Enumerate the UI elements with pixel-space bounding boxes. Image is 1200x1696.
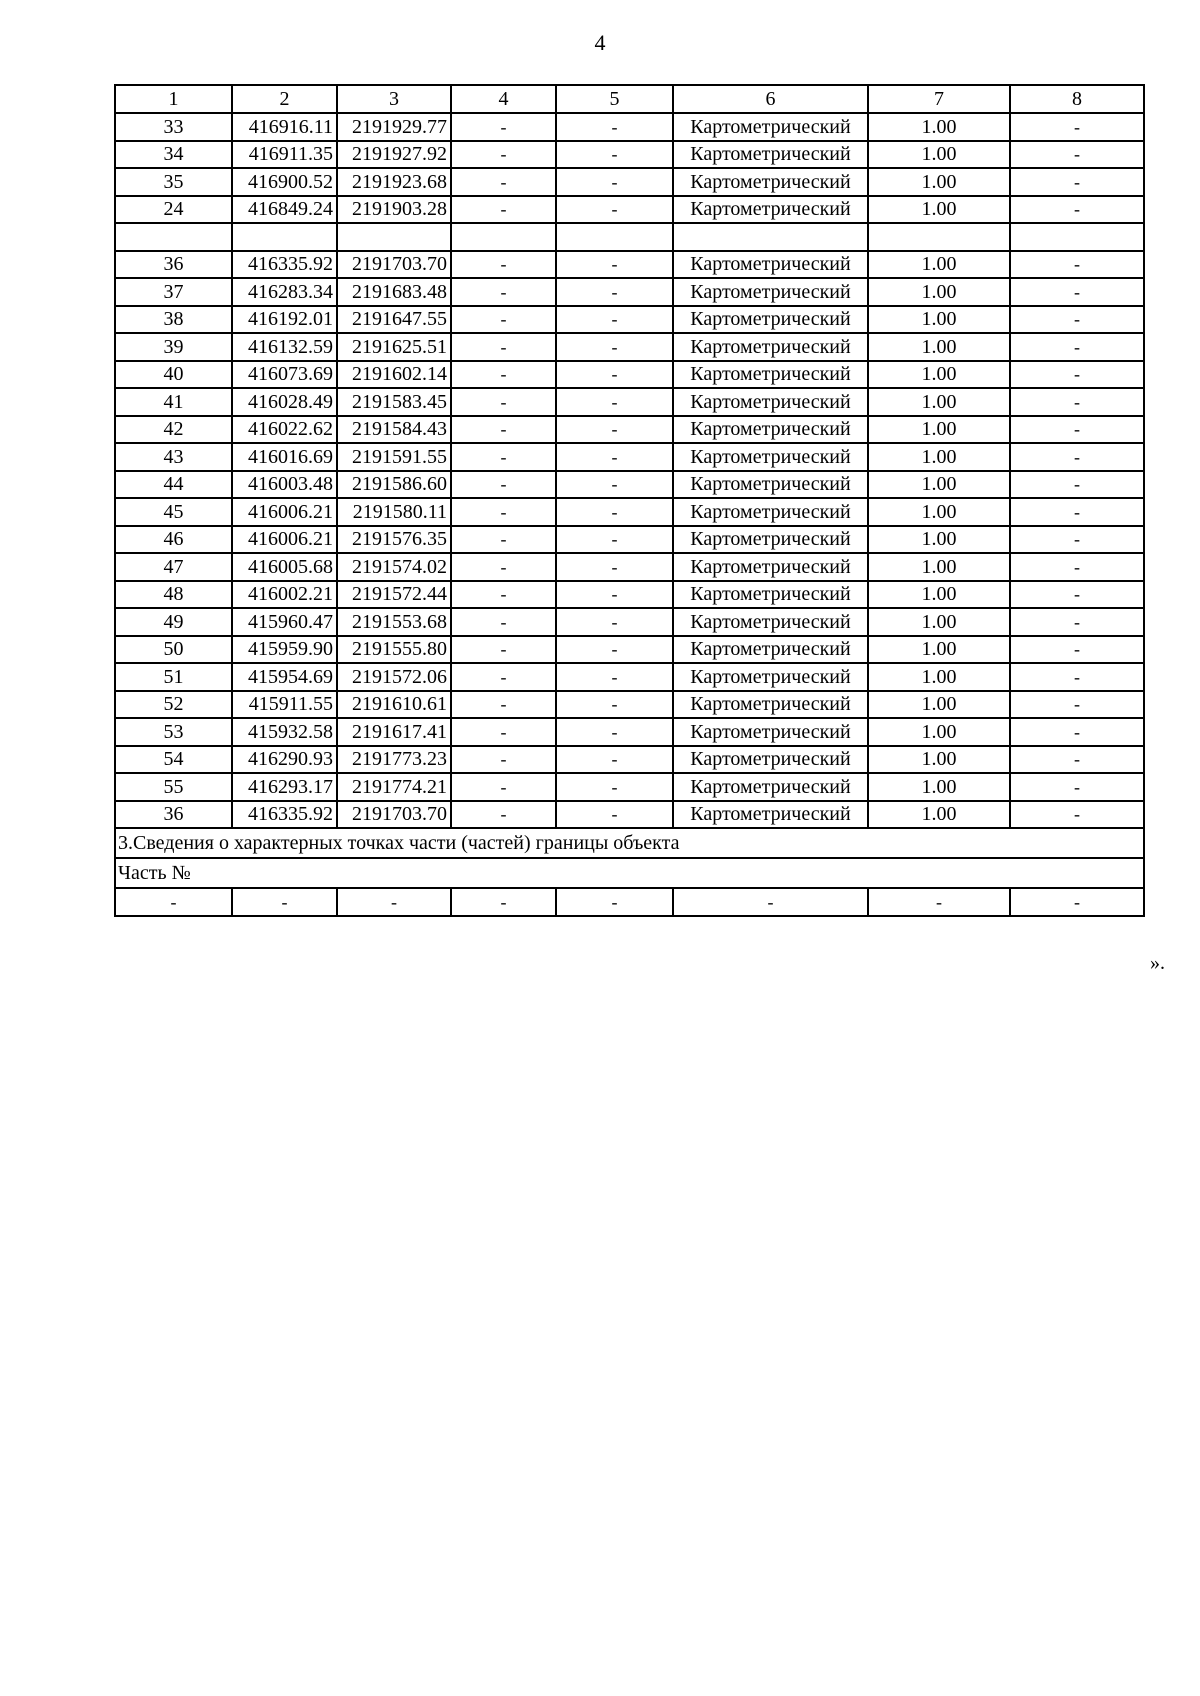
table-cell: 1.00 [868,168,1010,196]
table-cell: - [1010,306,1144,334]
table-cell: - [556,773,673,801]
table-cell [868,223,1010,251]
table-cell: 2191703.70 [337,251,451,279]
table-cell: Картометрический [673,168,868,196]
table-cell: - [1010,553,1144,581]
table-cell: 1.00 [868,636,1010,664]
table-cell: Картометрический [673,251,868,279]
table-row [115,581,1144,609]
table-cell: - [1010,333,1144,361]
table-cell: - [451,888,556,916]
table-cell: 2191903.28 [337,196,451,224]
table-cell: 2191584.43 [337,416,451,444]
table-cell: - [556,553,673,581]
table-cell: Картометрический [673,141,868,169]
table-cell: - [451,801,556,829]
table-cell: 33 [115,113,232,141]
table-cell: 416022.62 [232,416,337,444]
table-cell: 2191625.51 [337,333,451,361]
table-cell: 49 [115,608,232,636]
table-cell: 40 [115,361,232,389]
table-cell: - [556,113,673,141]
table-cell [115,223,232,251]
table-cell: 1.00 [868,443,1010,471]
table-row [115,223,1144,251]
table-row [115,113,1144,141]
table-cell: - [451,746,556,774]
table-cell: - [1010,361,1144,389]
table-cell: 1.00 [868,388,1010,416]
table-cell: - [1010,691,1144,719]
table-cell: - [451,278,556,306]
table-cell: - [451,443,556,471]
table-cell: 39 [115,333,232,361]
table-cell: - [1010,388,1144,416]
table-cell: - [556,333,673,361]
table-cell: 1.00 [868,416,1010,444]
table-cell: 416016.69 [232,443,337,471]
table-cell: 2191591.55 [337,443,451,471]
table-cell: 38 [115,306,232,334]
table-cell: - [556,141,673,169]
table-cell: - [337,888,451,916]
table-cell: 1.00 [868,196,1010,224]
table-row [115,526,1144,554]
table-cell: 1.00 [868,718,1010,746]
table-cell: 416132.59 [232,333,337,361]
table-cell: Картометрический [673,691,868,719]
column-header: 4 [451,85,556,113]
table-cell [337,223,451,251]
table-cell: 416028.49 [232,388,337,416]
table-cell: - [451,141,556,169]
table-row [115,141,1144,169]
table-row [115,416,1144,444]
table-cell: 24 [115,196,232,224]
table-cell: - [1010,443,1144,471]
table-cell: 416335.92 [232,801,337,829]
table-cell: - [1010,608,1144,636]
table-cell: 1.00 [868,746,1010,774]
table-cell: - [451,196,556,224]
table-row [115,471,1144,499]
table-cell: 1.00 [868,251,1010,279]
table-cell: 35 [115,168,232,196]
table-cell: - [1010,141,1144,169]
table-cell: - [451,773,556,801]
table-cell: 2191923.68 [337,168,451,196]
table-cell: 1.00 [868,526,1010,554]
part-data-row [115,888,1144,916]
table-row [115,361,1144,389]
section-title-row [115,828,1144,858]
table-row [115,333,1144,361]
table-cell: 50 [115,636,232,664]
table-cell: 415911.55 [232,691,337,719]
table-cell: - [232,888,337,916]
table-cell: 2191773.23 [337,746,451,774]
table-row [115,608,1144,636]
table-cell: 415932.58 [232,718,337,746]
table-cell: 416006.21 [232,526,337,554]
table-cell: Картометрический [673,443,868,471]
table-cell: 1.00 [868,113,1010,141]
table-cell: 2191586.60 [337,471,451,499]
table-cell: Картометрический [673,306,868,334]
table-cell: - [451,333,556,361]
table-row [115,443,1144,471]
table-cell: 43 [115,443,232,471]
closing-quote-mark: ». [1150,952,1165,974]
table-cell: 41 [115,388,232,416]
table-cell: - [1010,168,1144,196]
table-cell: 416192.01 [232,306,337,334]
table-cell: - [556,888,673,916]
table-cell: Картометрический [673,498,868,526]
table-cell: 416005.68 [232,553,337,581]
table-cell: - [556,526,673,554]
table-cell: 1.00 [868,471,1010,499]
table-cell: 415960.47 [232,608,337,636]
table-cell: - [1010,746,1144,774]
table-cell: Картометрический [673,746,868,774]
table-cell: 2191576.35 [337,526,451,554]
table-cell: - [556,251,673,279]
table-row [115,553,1144,581]
boundary-points-table [114,84,1145,917]
table-cell: 54 [115,746,232,774]
table-cell: - [868,888,1010,916]
table-cell: 1.00 [868,278,1010,306]
table-cell: 47 [115,553,232,581]
table-cell: 52 [115,691,232,719]
table-body [115,85,1144,916]
section-title: 3.Сведения о характерных точках части (частей) границы объекта [115,828,1144,858]
table-cell: Картометрический [673,113,868,141]
table-cell: Картометрический [673,196,868,224]
table-cell: - [556,718,673,746]
table-cell: - [1010,773,1144,801]
table-cell: - [1010,471,1144,499]
table-cell: - [1010,498,1144,526]
table-cell: 1.00 [868,773,1010,801]
table-cell: Картометрический [673,553,868,581]
table-cell: 416293.17 [232,773,337,801]
table-cell: 45 [115,498,232,526]
table-cell [232,223,337,251]
table-cell: - [1010,663,1144,691]
table-row [115,718,1144,746]
table-cell: Картометрический [673,773,868,801]
table-cell: 2191583.45 [337,388,451,416]
table-cell: 1.00 [868,141,1010,169]
column-header: 6 [673,85,868,113]
table-cell: 2191927.92 [337,141,451,169]
table-cell: 2191683.48 [337,278,451,306]
table-cell: - [451,663,556,691]
table-cell: - [556,608,673,636]
table-cell: - [556,636,673,664]
table-cell: 2191647.55 [337,306,451,334]
table-cell: - [556,663,673,691]
table-cell: - [556,498,673,526]
table-cell: - [451,636,556,664]
table-cell: 2191929.77 [337,113,451,141]
table-cell: 2191555.80 [337,636,451,664]
table-cell: - [556,581,673,609]
table-cell: 2191774.21 [337,773,451,801]
table-cell: Картометрический [673,471,868,499]
column-header: 5 [556,85,673,113]
table-cell [1010,223,1144,251]
table-cell: 1.00 [868,801,1010,829]
table-cell: 416911.35 [232,141,337,169]
table-cell: 1.00 [868,691,1010,719]
table-cell: Картометрический [673,636,868,664]
table-cell: - [1010,581,1144,609]
table-cell: - [556,196,673,224]
table-cell: - [451,361,556,389]
table-cell: - [673,888,868,916]
table-cell: 37 [115,278,232,306]
table-cell: 44 [115,471,232,499]
table-cell: - [451,416,556,444]
table-cell: - [556,168,673,196]
table-row [115,251,1144,279]
table-row [115,498,1144,526]
table-cell: Картометрический [673,581,868,609]
table-cell: 1.00 [868,608,1010,636]
table-cell: - [1010,718,1144,746]
part-label: Часть № [115,858,1144,888]
table-cell: - [1010,636,1144,664]
table-cell: - [451,581,556,609]
table-cell: - [451,498,556,526]
table-cell: 1.00 [868,306,1010,334]
table-cell [673,223,868,251]
table-cell: Картометрический [673,361,868,389]
table-cell: 415959.90 [232,636,337,664]
table-row [115,196,1144,224]
table-cell: 2191617.41 [337,718,451,746]
column-header: 2 [232,85,337,113]
table-cell: 1.00 [868,663,1010,691]
part-label-row [115,858,1144,888]
table-cell: 416003.48 [232,471,337,499]
table-cell: Картометрический [673,608,868,636]
table-cell: 36 [115,801,232,829]
table-cell: 416849.24 [232,196,337,224]
table-cell: 55 [115,773,232,801]
table-cell [556,223,673,251]
table-cell: 415954.69 [232,663,337,691]
table-cell: 2191703.70 [337,801,451,829]
table-cell: - [556,388,673,416]
table-cell: Картометрический [673,663,868,691]
table-cell: - [451,608,556,636]
table-cell: 2191553.68 [337,608,451,636]
table-cell: - [1010,278,1144,306]
table-cell: - [451,306,556,334]
table-row [115,636,1144,664]
table-cell: 416290.93 [232,746,337,774]
column-header: 1 [115,85,232,113]
table-cell: - [556,691,673,719]
table-cell: 2191580.11 [337,498,451,526]
table-cell: - [1010,251,1144,279]
table-row [115,306,1144,334]
table-row [115,278,1144,306]
table-cell: 416006.21 [232,498,337,526]
table-cell: Картометрический [673,718,868,746]
table-cell: - [451,526,556,554]
table-cell: Картометрический [673,388,868,416]
table-cell: - [451,691,556,719]
table-row [115,691,1144,719]
table-cell: 34 [115,141,232,169]
table-cell: - [451,471,556,499]
table-cell: - [556,306,673,334]
table-cell: 1.00 [868,553,1010,581]
table-cell: - [451,251,556,279]
table-cell: 2191572.06 [337,663,451,691]
table-cell: 48 [115,581,232,609]
table-cell: - [451,553,556,581]
page-number: 4 [594,30,606,55]
table-cell: - [1010,526,1144,554]
column-header: 7 [868,85,1010,113]
table-cell: - [556,278,673,306]
table-cell: 1.00 [868,361,1010,389]
table-row [115,801,1144,829]
table-cell: - [1010,416,1144,444]
table-cell: Картометрический [673,801,868,829]
column-header: 8 [1010,85,1144,113]
table-row [115,746,1144,774]
table-cell: - [1010,196,1144,224]
table-cell: 416073.69 [232,361,337,389]
table-cell: - [556,746,673,774]
table-cell: 2191610.61 [337,691,451,719]
table-cell: 2191572.44 [337,581,451,609]
table-cell: 416283.34 [232,278,337,306]
table-cell: 416900.52 [232,168,337,196]
table-cell: - [451,168,556,196]
table-cell: 46 [115,526,232,554]
table-cell: - [556,361,673,389]
table-cell: - [451,388,556,416]
table-cell: Картометрический [673,526,868,554]
table-cell: Картометрический [673,416,868,444]
table-cell: 416002.21 [232,581,337,609]
table-cell: 1.00 [868,333,1010,361]
table-cell: 2191602.14 [337,361,451,389]
table-cell: Картометрический [673,278,868,306]
table-row [115,773,1144,801]
table-cell: 36 [115,251,232,279]
table-cell: - [556,443,673,471]
table-cell [451,223,556,251]
table-row [115,663,1144,691]
table-cell: 51 [115,663,232,691]
table-row [115,168,1144,196]
table-cell: - [556,801,673,829]
table-cell: 2191574.02 [337,553,451,581]
table-cell: - [451,718,556,746]
table-cell: 416335.92 [232,251,337,279]
table-row [115,388,1144,416]
table-cell: - [1010,801,1144,829]
table-cell: - [1010,113,1144,141]
table-cell: - [556,471,673,499]
table-cell: 53 [115,718,232,746]
table-cell: Картометрический [673,333,868,361]
table-cell: 1.00 [868,581,1010,609]
table-cell: 1.00 [868,498,1010,526]
table-cell: - [556,416,673,444]
table-cell: - [451,113,556,141]
table-cell: 416916.11 [232,113,337,141]
table-header-row [115,85,1144,113]
table-cell: - [115,888,232,916]
table-cell: 42 [115,416,232,444]
table-cell: - [1010,888,1144,916]
column-header: 3 [337,85,451,113]
